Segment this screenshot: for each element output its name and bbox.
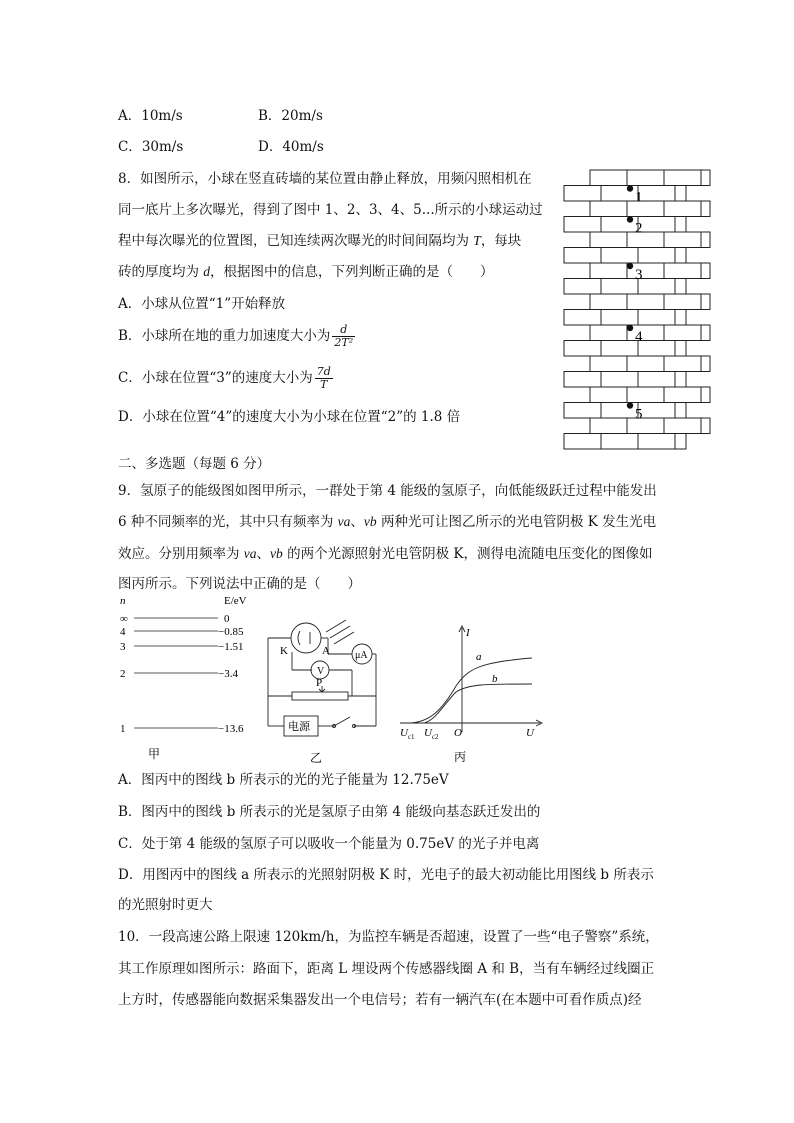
ball-label-4: 4 bbox=[635, 329, 643, 345]
fig-yi-caption: 乙 bbox=[310, 751, 323, 765]
svg-text:2: 2 bbox=[120, 668, 126, 680]
svg-text:4: 4 bbox=[120, 626, 126, 638]
svg-text:0: 0 bbox=[224, 613, 230, 625]
q9-option-c: C．处于第 4 能级的氢原子可以吸收一个能量为 0.75eV 的光子并电离 bbox=[118, 836, 540, 852]
anode-label: A bbox=[322, 645, 330, 657]
energy-level-diagram bbox=[112, 592, 262, 764]
q7-option-a: A．10m/s bbox=[118, 108, 183, 124]
svg-text:−1.51: −1.51 bbox=[218, 641, 244, 653]
current-voltage-graph bbox=[396, 620, 546, 766]
q9-stem-line2: 6 种不同频率的光，其中只有频率为 νa、νb 两种光可让图乙所示的光电管阴极 K 发生光电 bbox=[118, 514, 657, 530]
svg-text:−3.4: −3.4 bbox=[218, 668, 238, 680]
level-2 bbox=[120, 668, 238, 680]
origin-label: O bbox=[454, 727, 462, 739]
q10-stem-line2: 其工作原理如图所示：路面下，距离 L 埋设两个传感器线圈 A 和 B，当有车辆经过线圈正 bbox=[118, 961, 655, 977]
slider-label: P bbox=[316, 677, 323, 689]
n-axis-label: n bbox=[120, 595, 126, 607]
fig-bing-caption: 丙 bbox=[454, 750, 467, 764]
q9-option-b: B．图丙中的图线 b 所表示的光是氢原子由第 4 能级向基态跃迁发出的 bbox=[118, 804, 541, 820]
uc1-label: $U_{c1}$ bbox=[400, 727, 415, 741]
fig-jia-caption: 甲 bbox=[148, 747, 161, 761]
q9-option-d-line2: 的光照射时更大 bbox=[118, 897, 213, 913]
q10-stem-line1: 10．一段高速公路上限速 120km/h，为监控车辆是否超速，设置了一些“电子警察”系统， bbox=[118, 929, 659, 945]
level-inf bbox=[120, 613, 230, 625]
svg-text:3: 3 bbox=[120, 641, 126, 653]
level-4 bbox=[120, 626, 244, 638]
ball-position-1 bbox=[627, 185, 633, 191]
q9-option-d-line1: D．用图丙中的图线 a 所表示的光照射阴极 K 时，光电子的最大初动能比用图线 b 所表示 bbox=[118, 867, 654, 883]
svg-text:1: 1 bbox=[120, 723, 126, 735]
curve-a bbox=[410, 658, 532, 723]
phototube-icon bbox=[291, 623, 321, 653]
q9-stem-line3: 效应。分别用频率为 νa、νb 的两个光源照射光电管阴极 K，测得电流随电压变化的图像如 bbox=[118, 546, 653, 562]
q8-option-b: B．小球所在地的重力加速度大小为 $\frac{d}{\text{2T²}}$ bbox=[118, 323, 354, 349]
photoelectric-circuit bbox=[262, 618, 390, 766]
ball-label-2: 2 bbox=[635, 220, 643, 237]
curve-a-label: a bbox=[476, 651, 482, 663]
ball-position-3 bbox=[627, 263, 633, 269]
q7-option-c: C．30m/s bbox=[118, 139, 184, 155]
ball-label-5: 5 bbox=[635, 406, 643, 423]
q8-c-fraction: $\frac{7d}{T}$ bbox=[316, 365, 331, 391]
ball-label-1: 1 bbox=[635, 189, 643, 206]
q8-option-d: D．小球在位置“4”的速度大小为小球在位置“2”的 1.8 倍 bbox=[118, 409, 461, 425]
q8-stem-line1: 8．如图所示，小球在竖直砖墙的某位置由静止释放，用频闪照相机在 bbox=[118, 171, 532, 187]
cathode-label: K bbox=[280, 645, 288, 657]
q8-b-fraction: $\frac{d}{\text{2T²}}$ bbox=[334, 323, 354, 349]
level-1 bbox=[120, 723, 244, 735]
i-axis-label: I bbox=[466, 627, 470, 639]
ball-position-2 bbox=[627, 216, 633, 222]
curve-b bbox=[424, 684, 532, 723]
q8-option-c: C．小球在位置“3”的速度大小为 $\frac{7d}{T}$ bbox=[118, 365, 331, 391]
q9-option-a: A．图丙中的图线 b 所表示的光的光子能量为 12.75eV bbox=[118, 772, 449, 788]
section-heading: 二、多选题（每题 6 分） bbox=[118, 456, 271, 472]
q9-stem-line4: 图丙所示。下列说法中正确的是（ ） bbox=[118, 576, 361, 592]
source-label: 电源 bbox=[288, 721, 310, 733]
q9-stem-line1: 9．氢原子的能级图如图甲所示，一群处于第 4 能级的氢原子，向低能级跃迁过程中能发出 bbox=[118, 483, 657, 499]
energy-axis-label: E/eV bbox=[224, 595, 247, 607]
q8-option-a: A．小球从位置“1”开始释放 bbox=[118, 296, 286, 312]
q8-stem-line3: 程中每次曝光的位置图，已知连续两次曝光的时间间隔均为 T，每块 bbox=[118, 233, 522, 249]
level-3 bbox=[120, 641, 243, 653]
svg-text:−0.85: −0.85 bbox=[218, 626, 244, 638]
q8-stem-line2: 同一底片上多次曝光，得到了图中 1、2、3、4、5...所示的小球运动过 bbox=[118, 202, 543, 218]
curve-b-label: b bbox=[492, 673, 498, 685]
brick-wall-figure bbox=[560, 168, 712, 458]
q10-stem-line3: 上方时，传感器能向数据采集器发出一个电信号；若有一辆汽车(在本题中可看作质点)经 bbox=[118, 992, 642, 1008]
u-axis-label: U bbox=[526, 727, 534, 739]
voltmeter-label: V bbox=[317, 666, 325, 677]
svg-text:−13.6: −13.6 bbox=[218, 723, 244, 735]
q8-stem-line4: 砖的厚度均为 d，根据图中的信息，下列判断正确的是（ ） bbox=[118, 264, 494, 280]
ball-position-5 bbox=[627, 402, 633, 408]
ball-position-4 bbox=[627, 325, 633, 331]
q7-option-b: B．20m/s bbox=[258, 108, 323, 124]
ball-label-3: 3 bbox=[635, 267, 643, 283]
svg-text:∞: ∞ bbox=[120, 613, 128, 625]
microammeter-label: μA bbox=[355, 650, 368, 661]
q7-option-d: D．40m/s bbox=[258, 139, 324, 155]
uc2-label: $U_{c2}$ bbox=[424, 727, 439, 741]
